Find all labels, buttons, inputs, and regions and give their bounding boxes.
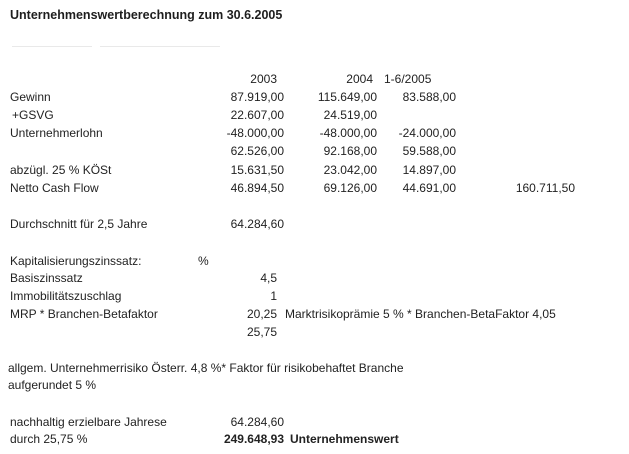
cell-koest-2005: 14.897,00 [402, 163, 456, 177]
cell-koest-2003: 15.631,50 [230, 163, 284, 177]
capitalization-label: Kapitalisierungszinssatz: [10, 254, 142, 268]
mrp-label: MRP * Branchen-Betafaktor [10, 307, 158, 321]
year-header-2005: 1-6/2005 [384, 72, 432, 86]
cell-gsvg-2003: 22.607,00 [230, 108, 284, 122]
cell-cashflow-2004: 69.126,00 [323, 181, 377, 195]
cell-subtotal-2003: 62.526,00 [230, 144, 284, 158]
earnings-value: 64.284,60 [230, 415, 284, 429]
risk-line-1: allgem. Unternehmerrisiko Österr. 4,8 %* Faktor für risikobehaftet Branche [8, 361, 404, 375]
cell-cashflow-2005: 44.691,00 [402, 181, 456, 195]
average-label: Durchschnitt für 2,5 Jahre [10, 217, 148, 231]
cell-gewinn-2005: 83.588,00 [402, 90, 456, 104]
row-label-gsvg: +GSVG [12, 108, 54, 122]
cell-gewinn-2003: 87.919,00 [230, 90, 284, 104]
earnings-label: nachhaltig erzielbare Jahrese [10, 415, 167, 429]
cell-cashflow-total: 160.711,50 [515, 181, 575, 195]
cell-cashflow-2003: 46.894,50 [230, 181, 284, 195]
average-value: 64.284,60 [230, 217, 284, 231]
cell-subtotal-2005: 59.588,00 [402, 144, 456, 158]
faint-scan-line [100, 46, 220, 47]
basis-label: Basiszinssatz [10, 271, 83, 285]
basis-value: 4,5 [260, 271, 277, 285]
cell-koest-2004: 23.042,00 [323, 163, 377, 177]
enterprise-value-label: Unternehmenswert [290, 432, 399, 446]
cell-unternehmerlohn-2003: -48.000,00 [226, 126, 284, 140]
immo-label: Immobilitätszuschlag [10, 289, 122, 303]
mrp-note: Marktrisikoprämie 5 % * Branchen-BetaFaktor 4,05 [285, 307, 556, 321]
enterprise-value: 249.648,93 [223, 432, 284, 446]
row-label-cashflow: Netto Cash Flow [10, 181, 99, 195]
divisor-label: durch 25,75 % [10, 432, 88, 446]
row-label-unternehmerlohn: Unternehmerlohn [10, 126, 103, 140]
year-header-2003: 2003 [250, 72, 277, 86]
row-label-koest: abzügl. 25 % KÖSt [10, 163, 112, 177]
cell-subtotal-2004: 92.168,00 [323, 144, 377, 158]
cell-gsvg-2004: 24.519,00 [323, 108, 377, 122]
risk-line-2: aufgerundet 5 % [8, 378, 97, 392]
capitalization-sum: 25,75 [246, 325, 277, 339]
row-label-gewinn: Gewinn [10, 90, 51, 104]
mrp-value: 20,25 [246, 307, 277, 321]
cell-gewinn-2004: 115.649,00 [317, 90, 377, 104]
page-title: Unternehmenswertberechnung zum 30.6.2005 [10, 8, 283, 22]
faint-scan-line [12, 46, 92, 47]
year-header-2004: 2004 [346, 72, 373, 86]
cell-unternehmerlohn-2005: -24.000,00 [398, 126, 456, 140]
immo-value: 1 [270, 289, 277, 303]
cell-unternehmerlohn-2004: -48.000,00 [319, 126, 377, 140]
capitalization-unit: % [198, 254, 209, 268]
